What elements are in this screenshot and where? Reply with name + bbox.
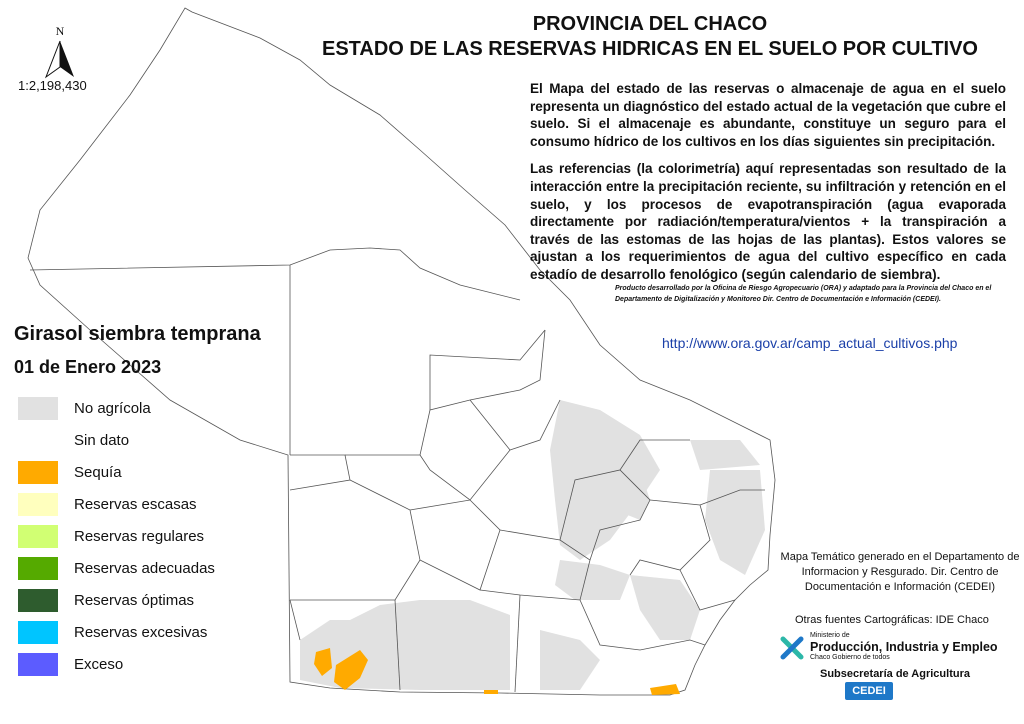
legend-swatch <box>18 621 58 644</box>
legend-label: Sin dato <box>74 431 130 449</box>
north-arrow-icon <box>44 39 76 79</box>
legend-item <box>18 648 215 680</box>
ministry-small: Ministerio de <box>810 632 850 639</box>
ministry-logo <box>780 632 1020 662</box>
legend-swatch <box>18 589 58 612</box>
title-line-1: PROVINCIA DEL CHACO <box>532 13 768 35</box>
north-arrow <box>44 24 76 84</box>
legend-label: Reservas óptimas <box>74 591 195 609</box>
ministry-x-icon <box>780 636 804 660</box>
legend-label: No agrícola <box>74 399 151 417</box>
legend-item <box>18 584 215 616</box>
map-scale: 1:2,198,430 <box>18 78 87 93</box>
ministry-name: Producción, Industria y Empleo <box>810 640 998 654</box>
legend-item <box>18 552 215 584</box>
north-label: N <box>55 24 65 38</box>
product-credit: Producto desarrollado por la Oficina de Riesgo Agropecuario (ORA) y adaptado para la Provincia del Chaco en el Departamento de Digitalización y Monitoreo Dir. Centro de Documentación e Información (CEDEI). <box>615 285 992 303</box>
legend-swatch <box>18 525 58 548</box>
generated-note: Mapa Temático generado en el Departamento de Informacion y Resgurado. Dir. Centro de Documentación e Información (CEDEI) <box>780 551 1020 593</box>
description-paragraph-2: Las referencias (la colorimetría) aquí representadas son resultado de la interacción entre la precipitación reciente, su infiltración y retención en el suelo, y los procesos de evapotranspiración (agua evaporada directamente por radiación/temperatura/vientos + la transpiración a través de las estomas de las hojas de las plantas). Estos valores se ajustan a los requerimientos de agua del cultivo específico en cada estadío de desarrollo fenológico (según calendario de siembra). <box>530 161 1006 282</box>
subsecretaria: Subsecretaría de Agricultura <box>820 668 970 680</box>
legend-swatch <box>18 493 58 516</box>
description <box>530 80 1006 294</box>
legend-item <box>18 456 215 488</box>
sources-note: Otras fuentes Cartográficas: IDE Chaco <box>795 614 989 626</box>
legend-swatch <box>18 429 58 452</box>
cedei-logo: CEDEI <box>845 682 893 700</box>
legend-title: Girasol siembra temprana <box>14 323 261 345</box>
legend-label: Exceso <box>74 655 124 673</box>
ministry-sub: Chaco Gobierno de todos <box>810 654 890 661</box>
legend-label: Reservas regulares <box>74 527 205 545</box>
description-paragraph-1: El Mapa del estado de las reservas o almacenaje de agua en el suelo representa un diagnóstico del estado actual de la vegetación que cubre el suelo. Si el almacenaje es abundante, constituye un seguro para el consumo hídrico de los cultivos en los días siguientes sin precipitación. <box>530 81 1006 149</box>
legend-label: Reservas adecuadas <box>74 559 215 577</box>
title-line-2: ESTADO DE LAS RESERVAS HIDRICAS EN EL SUELO POR CULTIVO <box>321 38 978 60</box>
map-title <box>280 12 1020 62</box>
legend-label: Reservas escasas <box>74 495 197 513</box>
ora-link[interactable]: http://www.ora.gov.ar/camp_actual_cultivos.php <box>662 335 958 351</box>
legend-item <box>18 392 215 424</box>
legend-label: Reservas excesivas <box>74 623 208 641</box>
legend-swatch <box>18 461 58 484</box>
legend-item <box>18 520 215 552</box>
legend-date: 01 de Enero 2023 <box>14 357 162 377</box>
legend-item <box>18 616 215 648</box>
legend-item <box>18 424 215 456</box>
legend-swatch <box>18 397 58 420</box>
legend-swatch <box>18 557 58 580</box>
legend-item <box>18 488 215 520</box>
legend-swatch <box>18 653 58 676</box>
legend-label: Sequía <box>74 463 122 481</box>
legend <box>18 392 215 680</box>
